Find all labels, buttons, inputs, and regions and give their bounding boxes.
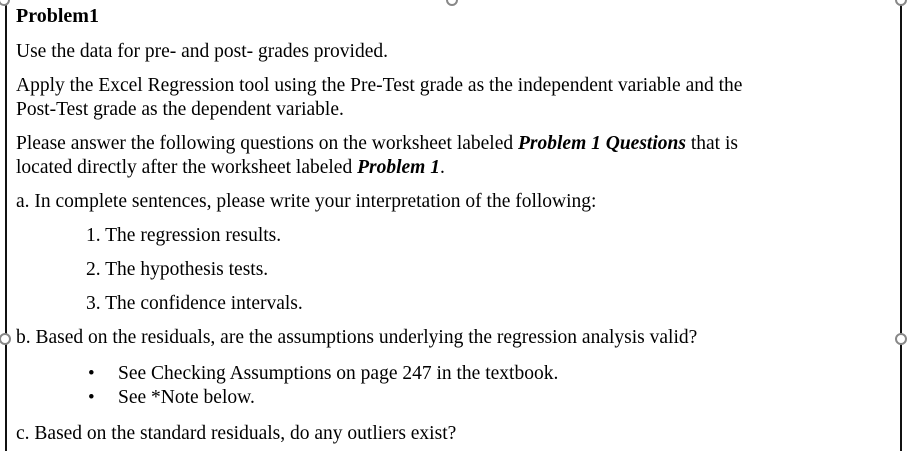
problem-title: Problem1 <box>16 5 99 27</box>
paragraph-instructions-line-2 <box>16 156 445 180</box>
instructions-period: . <box>439 157 445 178</box>
question-b-bullet: See Checking Assumptions on page 247 in the textbook. <box>118 363 559 384</box>
question-c: c. Based on the standard residuals, do any outliers exist? <box>16 423 457 444</box>
instructions-text-end: that is <box>685 133 738 154</box>
resize-handle-middle-right[interactable] <box>895 333 907 345</box>
paragraph-instructions-line-1 <box>16 132 738 156</box>
paragraph-regression-line-1: Apply the Excel Regression tool using the Pre-Test grade as the independent variable and the <box>16 75 743 96</box>
question-a-item: 2. The hypothesis tests. <box>86 259 269 280</box>
question-a: a. In complete sentences, please write your interpretation of the following: <box>16 191 597 212</box>
bullet-icon: • <box>88 363 95 384</box>
instructions-text: Please answer the following questions on the worksheet labeled <box>16 133 519 154</box>
question-a-item: 1. The regression results. <box>86 225 282 246</box>
worksheet-name-problem: Problem 1 <box>357 157 440 178</box>
question-a-item: 3. The confidence intervals. <box>86 293 303 314</box>
question-b: b. Based on the residuals, are the assumptions underlying the regression analysis valid? <box>16 327 698 348</box>
question-b-bullet: See *Note below. <box>118 387 255 408</box>
paragraph-data: Use the data for pre- and post- grades provided. <box>16 41 388 62</box>
bullet-icon: • <box>88 387 95 408</box>
paragraph-regression-line-2: Post-Test grade as the dependent variable. <box>16 99 344 120</box>
worksheet-name-questions: Problem 1 Questions <box>518 133 686 154</box>
instructions-text: located directly after the worksheet labeled <box>16 157 358 178</box>
